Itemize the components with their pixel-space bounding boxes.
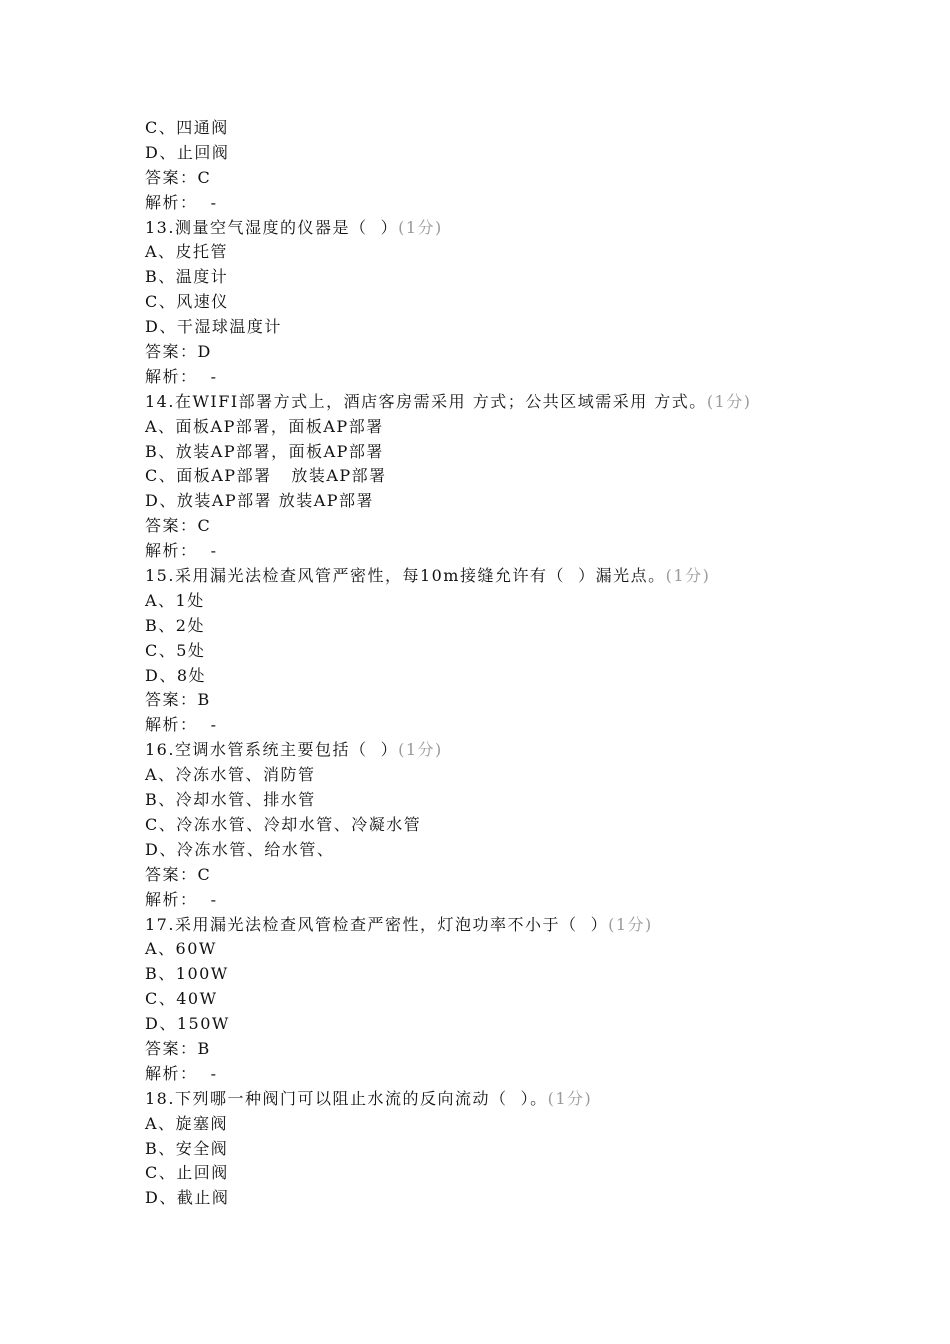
answer-option-text: C、四通阀 <box>145 118 229 137</box>
answer-option-text: C、冷冻水管、冷却水管、冷凝水管 <box>145 814 422 834</box>
answer-option-text: C、风速仪 <box>145 292 229 312</box>
answer-key <box>145 863 925 888</box>
answer-option-text: B、安全阀 <box>145 1138 229 1158</box>
question-stem-text: 13.测量空气湿度的仪器是（ ） <box>145 217 399 237</box>
answer-option-text: A、1处 <box>145 590 205 610</box>
answer-option <box>145 489 925 514</box>
answer-option-text: A、冷冻水管、消防管 <box>145 765 316 785</box>
answer-option <box>145 589 925 614</box>
answer-option <box>145 265 925 290</box>
question-score: (1分) <box>665 566 711 586</box>
answer-option <box>145 1012 925 1037</box>
answer-option-text: D、截止阀 <box>145 1188 230 1208</box>
answer-option <box>145 415 925 440</box>
answer-option-text: B、温度计 <box>145 267 229 287</box>
answer-option <box>145 1161 925 1186</box>
question-stem-text: 15.采用漏光法检查风管严密性，每10m接缝允许有（ ）漏光点。 <box>145 566 666 586</box>
answer-key-text: 答案：B <box>145 690 211 710</box>
answer-option-text: B、冷却水管、排水管 <box>145 790 316 810</box>
question-score: (1分) <box>706 391 752 411</box>
answer-option-text: D、8处 <box>145 665 207 685</box>
question-score: (1分) <box>547 1088 593 1108</box>
answer-key <box>145 166 925 191</box>
answer-option <box>145 1112 925 1137</box>
document-page <box>145 116 925 1211</box>
answer-option <box>145 639 925 664</box>
explanation-text: 解析： - <box>145 541 218 561</box>
answer-option <box>145 962 925 987</box>
question-stem-text: 17.采用漏光法检查风管检查严密性，灯泡功率不小于（ ） <box>145 914 609 934</box>
explanation <box>145 539 925 564</box>
answer-option-text: D、冷冻水管、给水管、 <box>145 839 335 859</box>
answer-key <box>145 514 925 539</box>
answer-option <box>145 290 925 315</box>
answer-option <box>145 464 925 489</box>
explanation-text: 解析： - <box>145 1063 218 1083</box>
answer-option <box>145 614 925 639</box>
answer-option <box>145 1186 925 1211</box>
question-stem <box>145 738 925 763</box>
explanation-text: 解析： - <box>145 715 218 735</box>
explanation <box>145 1062 925 1087</box>
question-stem <box>145 913 925 938</box>
answer-option <box>145 240 925 265</box>
question-stem-text: 18.下列哪一种阀门可以阻止水流的反向流动（ ）。 <box>145 1088 548 1108</box>
answer-option-text: C、40W <box>145 989 218 1009</box>
answer-option <box>145 664 925 689</box>
explanation-text: 解析： - <box>145 889 218 909</box>
answer-option-text: C、面板AP部署 放装AP部署 <box>145 466 387 486</box>
answer-key-text: 答案：C <box>145 167 212 187</box>
answer-option-text: B、2处 <box>145 615 205 635</box>
answer-option-text: D、150W <box>145 1014 230 1034</box>
answer-option <box>145 788 925 813</box>
answer-option <box>145 440 925 465</box>
explanation <box>145 365 925 390</box>
answer-key <box>145 340 925 365</box>
question-stem <box>145 1087 925 1112</box>
explanation-text: 解析： - <box>145 192 218 212</box>
answer-option <box>145 937 925 962</box>
answer-option-text: D、止回阀 <box>145 142 230 162</box>
answer-key-text: 答案：D <box>145 342 212 362</box>
answer-key <box>145 1037 925 1062</box>
question-score: (1分) <box>608 914 653 934</box>
explanation <box>145 191 925 216</box>
answer-key-text: 答案：B <box>145 1038 211 1058</box>
answer-option <box>145 315 925 340</box>
answer-option <box>145 1137 925 1162</box>
answer-option-text: D、放装AP部署 放装AP部署 <box>145 491 375 511</box>
answer-key-text: 答案：C <box>145 516 212 536</box>
answer-option-text: C、5处 <box>145 640 206 660</box>
answer-option <box>145 987 925 1012</box>
answer-option-text: A、面板AP部署，面板AP部署 <box>145 416 384 436</box>
answer-option-text: A、皮托管 <box>145 242 229 262</box>
answer-option-text: B、100W <box>145 964 229 984</box>
answer-option <box>145 813 925 838</box>
explanation-text: 解析： - <box>145 366 218 386</box>
answer-option <box>145 763 925 788</box>
answer-option <box>145 141 925 166</box>
question-stem <box>145 216 925 241</box>
explanation <box>145 888 925 913</box>
question-score: (1分) <box>398 740 443 760</box>
answer-option-text: B、放装AP部署，面板AP部署 <box>145 441 384 461</box>
question-score: (1分) <box>398 217 443 237</box>
answer-option <box>145 116 925 141</box>
question-stem <box>145 390 925 415</box>
answer-option-text: A、旋塞阀 <box>145 1113 229 1133</box>
explanation <box>145 713 925 738</box>
answer-option-text: C、止回阀 <box>145 1163 229 1183</box>
question-stem-text: 16.空调水管系统主要包括（ ） <box>145 740 399 760</box>
answer-option-text: D、干湿球温度计 <box>145 317 282 337</box>
question-stem <box>145 564 925 589</box>
answer-key <box>145 688 925 713</box>
answer-key-text: 答案：C <box>145 864 212 884</box>
question-stem-text: 14.在WIFI部署方式上，酒店客房需采用 方式；公共区域需采用 方式。 <box>145 391 707 411</box>
answer-option <box>145 838 925 863</box>
answer-option-text: A、60W <box>145 939 217 959</box>
